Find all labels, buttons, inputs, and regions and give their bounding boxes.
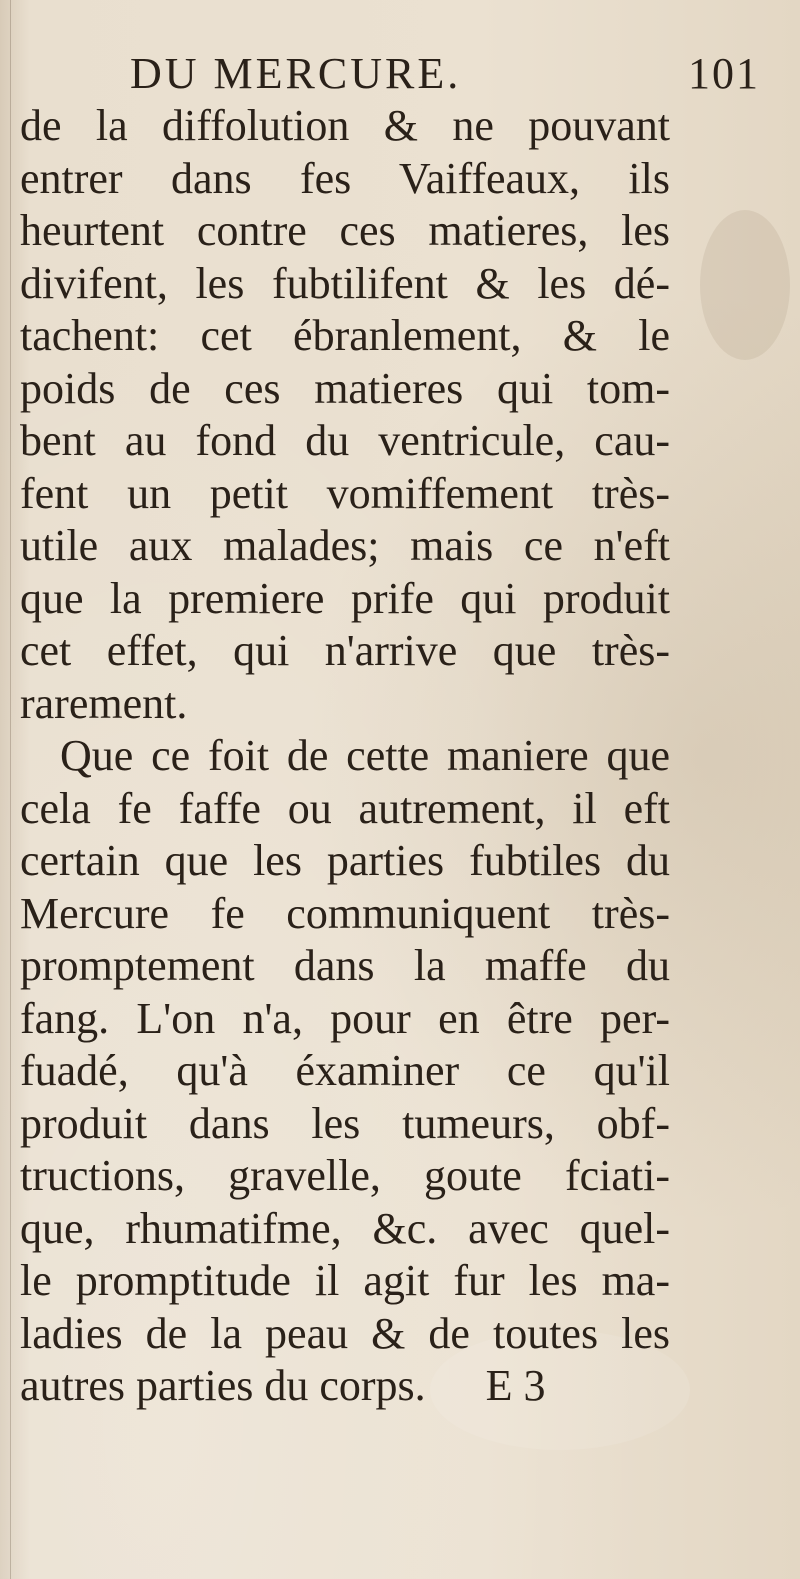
text-line: utile aux malades; mais ce n'eft: [20, 521, 670, 570]
running-title: DU MERCURE.: [130, 49, 462, 98]
text-line: entrer dans fes Vaiffeaux, ils: [20, 153, 670, 203]
text-line: heurtent contre ces matieres, les: [20, 206, 670, 255]
paper-stain: [700, 210, 790, 360]
text-line: fang. L'on n'a, pour en être per-: [20, 993, 670, 1043]
signature-mark: E 3: [485, 1361, 546, 1410]
text-line: certain que les parties fubtiles du: [20, 836, 670, 885]
text-line: que, rhumatifme, &c. avec quel-: [20, 1203, 670, 1253]
text-line: ladies de la peau & de toutes les: [20, 1308, 670, 1358]
text-line: promptement dans la maffe du: [20, 941, 670, 990]
text-line: le promptitude il agit fur les ma-: [20, 1256, 670, 1305]
page-number: 101: [688, 49, 760, 98]
text-line: Que ce foit de cette maniere que: [60, 731, 670, 780]
text-line: fent un petit vomiffement très-: [20, 468, 670, 518]
text-line: tachent: cet ébranlement, & le: [20, 311, 670, 360]
text-line: bent au fond du ventricule, cau-: [20, 416, 670, 465]
body-text: [20, 100, 670, 1413]
text-line: produit dans les tumeurs, obf-: [20, 1098, 670, 1148]
text-line: de la diffolution & ne pouvant: [20, 101, 670, 150]
text-line: divifent, les fubtilifent & les dé-: [20, 258, 670, 308]
text-line: tructions, gravelle, goute fciati-: [20, 1151, 670, 1200]
text-line: Mercure fe communiquent très-: [20, 888, 670, 938]
text-line: cet effet, qui n'arrive que très-: [20, 626, 670, 675]
page-header: [130, 48, 770, 108]
text-line: que la premiere prife qui produit: [20, 573, 670, 623]
text-line: cela fe faffe ou autrement, il eft: [20, 783, 670, 833]
gutter-line: [10, 0, 11, 1579]
text-line: fuadé, qu'à éxaminer ce qu'il: [20, 1046, 670, 1095]
text-line: rarement.: [20, 678, 188, 728]
text-line-content: autres parties du corps.: [20, 1361, 426, 1410]
text-line: poids de ces matieres qui tom-: [20, 363, 670, 413]
text-line-last: [20, 1360, 670, 1413]
